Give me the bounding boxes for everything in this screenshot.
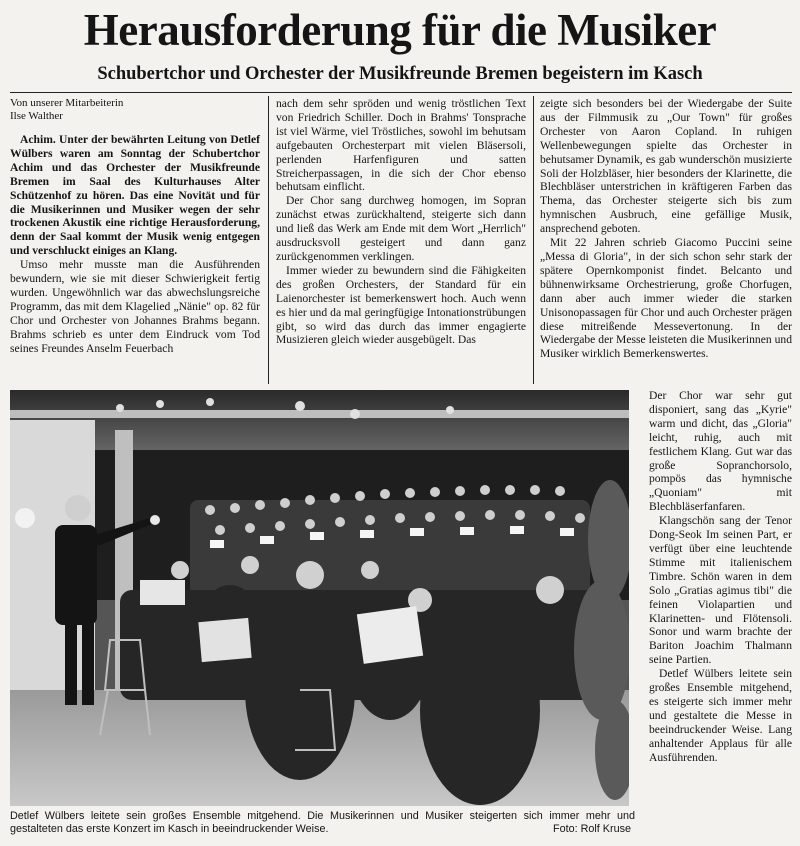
headline: Herausforderung für die Musiker [83,5,717,55]
header-rule [10,92,792,93]
paragraph: Umso mehr musste man die Ausführenden bewundern, wie sie mit dieser Schwierigkeit fertig wurden. Ungewöhnlich war das abwechslungsreiche Programm, das mit dem Klagelied „Nänie" op. 82 für Chor und Orchester von Johannes Brahms begann. Brahms schrieb es unter dem Eindruck vom Tod seines Freundes Anselm Feuerbach [10,258,260,355]
article-column-3 [540,97,792,361]
article-column-1 [10,97,260,356]
paragraph: zeigte sich besonders bei der Wiedergabe der Suite aus der Filmmusik zu „Our Town" für großes Orchester von Aaron Copland. In ruhigen Wellenbewegungen spielte das Orchester in behutsamer Dynamik, es gab wunderschön musizierte Soli der Holzbläser, hier besonders der Klarinette, die Blechbläser unterstrichen in kräftigeren Farben das Thema, das Orchester steigerte sich bis zum hymnischen Ausbruch, eine gefällige Musik, ansprechend geboten. [540,97,792,236]
paragraph: Immer wieder zu bewundern sind die Fähigkeiten des großen Orchesters, der Standard für ein Laienorchester ist bemerkenswert hoch. Auch wenn es hier und da mal geringfügige Intonationstrübungen gibt, so wird das durch das immer engagierte Musizieren gleich wieder ausgebügelt. Das [276,263,526,347]
paragraph: Mit 22 Jahren schrieb Giacomo Puccini seine „Messa di Gloria", in der sich schon sehr stark der spätere Opernkomponist findet. Belcanto und bühnenwirksame Orchestrierung, große Chorfugen, dann aber auch immer wieder die starken Unisonopassagen für Chor und auch Orchester prägen diese mitreißende Messevertonung. In der Wiedergabe der Messe leisteten die Musikerinnen und Musiker wirklich Bemerkenswertes. [540,236,792,361]
photo-caption [10,810,635,836]
byline [10,97,260,123]
article-column-4 [649,389,792,764]
paragraph: Klangschön sang der Tenor Dong-Seok Im seinen Part, er verfügt über eine leuchtende Stimme mit italienischem Timbre. Schön waren in dem Solo „Gratias agimus tibi" die feinen Violapartien und Klarinetten- und Flötensoli. Sonor und warm brachte der Bariton Joachim Thalmann seine Partien. [649,514,792,667]
paragraph: Der Chor sang durchweg homogen, im Sopran zunächst etwas zurückhaltend, steigerte sich dann und ließ das Werk am Ende mit dem Wort „Herrlich" ausdrucksvoll gesteigert und dann ganz zurückgenommen verklingen. [276,194,526,263]
subheadline: Schubertchor und Orchester der Musikfreunde Bremen begeistern im Kasch [97,64,703,84]
column-divider [268,96,269,384]
concert-photo [10,390,629,806]
paragraph: Detlef Wülbers leitete sein großes Ensemble mitgehend, es steigerte sich immer mehr und gestaltete die Messe in beeindruckender Weise. Lang anhaltender Applaus für alle Ausführenden. [649,667,792,764]
photo-credit: Foto: Rolf Kruse [552,823,631,835]
paragraph: Der Chor war sehr gut disponiert, sang das „Kyrie" warm und dicht, das „Gloria" leicht, ruhig, auch mit festlichem Klang. Gut war das große Sopranchorsolo, pompös das hymnische „Quoniam" mit Blechbläserfanfaren. [649,389,792,514]
byline-author: Ilse Walther [10,110,63,122]
lead-paragraph: Achim. Unter der bewährten Leitung von Detlef Wülbers waren am Sonntag der Schubertchor Achim und das Orchester der Musikfreunde Bremen im Saal des Kulturhauses Alter Schützenhof zu hören. Das eine Novität und für die Musikerinnen und Musiker wegen der sehr trockenen Akustik eine richtige Herausforderung, denn der Saal kommt der Musik wenig entgegen und verschluckt einiges an Klang. [10,133,260,258]
column-divider [533,96,534,384]
caption-text: Detlef Wülbers leitete sein großes Ensemble mitgehend. Die Musikerinnen und Musiker steigerten sich immer mehr und gestalteten das erste Konzert im Kasch in beeindruckender Weise. [10,810,635,835]
paragraph: nach dem sehr spröden und wenig tröstlichen Text von Friedrich Schiller. Doch in Brahms' Tonsprache ist viel Wärme, viel Tröstliches, sowohl im behutsam aufgebauten Orchesterpart mit vielen Bläsersoli, perlenden Harfenfiguren und satten Streicherpassagen, in die sich der Chor ebenso behutsam einflicht. [276,97,526,194]
article-column-2 [276,97,526,347]
byline-role: Von unserer Mitarbeiterin [10,97,124,109]
concert-photo-illustration [10,390,629,806]
